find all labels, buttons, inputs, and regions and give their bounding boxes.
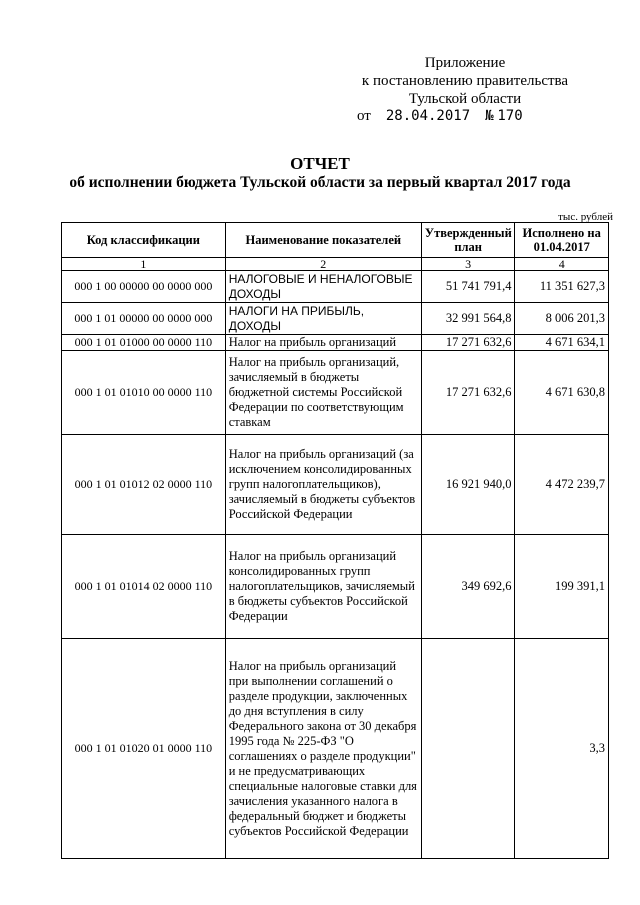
row-plan: 17 271 632,6	[421, 335, 515, 351]
number-label: №	[485, 108, 494, 124]
row-code: 000 1 01 01020 01 0000 110	[62, 639, 226, 859]
col-number: 1	[62, 258, 226, 271]
row-done: 8 006 201,3	[515, 303, 609, 335]
row-code: 000 1 01 00000 00 0000 000	[62, 303, 226, 335]
row-plan: 51 741 791,4	[421, 271, 515, 303]
row-plan	[421, 639, 515, 859]
row-plan: 16 921 940,0	[421, 435, 515, 535]
row-plan: 17 271 632,6	[421, 351, 515, 435]
row-plan: 349 692,6	[421, 535, 515, 639]
table-row	[62, 351, 609, 435]
appendix-date-line	[357, 108, 523, 125]
report-title: ОТЧЕТ	[290, 154, 350, 173]
row-code: 000 1 01 01010 00 0000 110	[62, 351, 226, 435]
table-row	[62, 435, 609, 535]
table-row	[62, 535, 609, 639]
row-code: 000 1 00 00000 00 0000 000	[62, 271, 226, 303]
budget-table	[61, 222, 609, 859]
report-subtitle: об исполнении бюджета Тульской области за первый квартал 2017 года	[69, 174, 571, 191]
header-code: Код классификации	[62, 223, 226, 258]
row-name: НАЛОГИ НА ПРИБЫЛЬ, ДОХОДЫ	[225, 303, 421, 335]
table-row	[62, 271, 609, 303]
row-done: 3,3	[515, 639, 609, 859]
column-numbers-row	[62, 258, 609, 271]
appendix-resolution: к постановлению правительства	[361, 73, 569, 89]
appendix-region: Тульской области	[408, 91, 522, 107]
row-name: Налог на прибыль организаций (за исключением консолидированных групп налогоплательщиков), зачисляемый в бюджеты субъектов Российской Федерации	[225, 435, 421, 535]
row-code: 000 1 01 01012 02 0000 110	[62, 435, 226, 535]
appendix-title: Приложение	[424, 55, 506, 71]
row-name: Налог на прибыль организаций при выполнении соглашений о разделе продукции, заключенных до дня вступления в силу Федерального закона от 30 декабря 1995 года № 225-ФЗ "О соглашениях о разделе продукции" и не предусматривающих специальные налоговые ставки для зачисления указанного налога в федеральный бюджет и бюджеты субъектов Российской Федерации	[225, 639, 421, 859]
table-row	[62, 303, 609, 335]
header-done: Исполнено на 01.04.2017	[515, 223, 609, 258]
row-done: 11 351 627,3	[515, 271, 609, 303]
row-name: Налог на прибыль организаций	[225, 335, 421, 351]
row-code: 000 1 01 01000 00 0000 110	[62, 335, 226, 351]
row-done: 4 671 634,1	[515, 335, 609, 351]
col-number: 2	[225, 258, 421, 271]
row-name: НАЛОГОВЫЕ И НЕНАЛОГОВЫЕ ДОХОДЫ	[225, 271, 421, 303]
resolution-date: 28.04.2017	[385, 108, 471, 124]
row-name: Налог на прибыль организаций консолидированных групп налогоплательщиков, зачисляемый в бюджеты субъектов Российской Федерации	[225, 535, 421, 639]
table-header-row	[62, 223, 609, 258]
col-number: 4	[515, 258, 609, 271]
appendix-header	[340, 54, 590, 108]
from-label: от	[357, 108, 371, 124]
units-label: тыс. рублей	[558, 211, 613, 223]
row-done: 4 472 239,7	[515, 435, 609, 535]
header-plan: Утвержденный план	[421, 223, 515, 258]
row-done: 4 671 630,8	[515, 351, 609, 435]
table-row	[62, 335, 609, 351]
resolution-number: 170	[497, 108, 523, 124]
row-code: 000 1 01 01014 02 0000 110	[62, 535, 226, 639]
row-done: 199 391,1	[515, 535, 609, 639]
row-name: Налог на прибыль организаций, зачисляемый в бюджеты бюджетной системы Российской Федерации по соответствующим ставкам	[225, 351, 421, 435]
row-plan: 32 991 564,8	[421, 303, 515, 335]
col-number: 3	[421, 258, 515, 271]
header-name: Наименование показателей	[225, 223, 421, 258]
table-row	[62, 639, 609, 859]
